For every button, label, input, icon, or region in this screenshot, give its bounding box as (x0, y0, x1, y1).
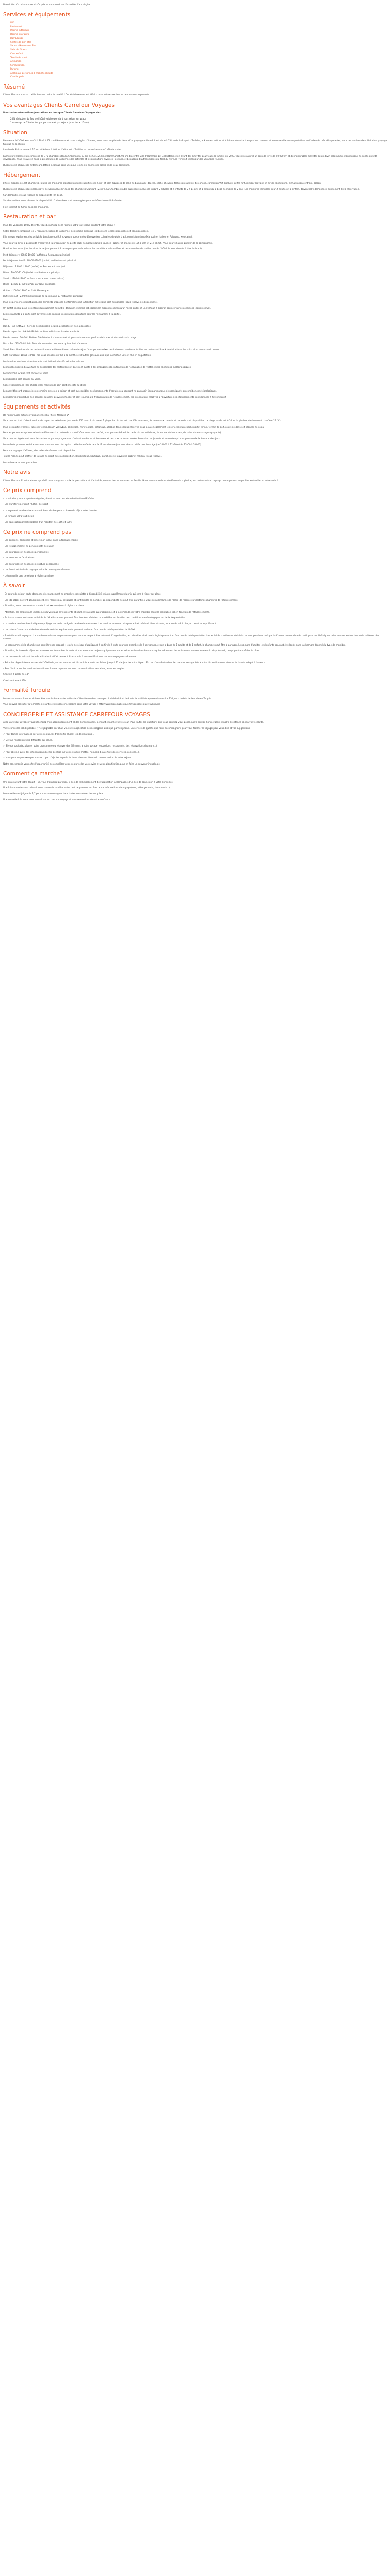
restauration-paragraph: Cette dernière comprend les 3 repas principaux de la journée, des snacks ainsi que les boissons locales alcoolisées et non alcoolisées. (3, 229, 149, 232)
avantages-title: Vos avantages Clients Carrefour Voyages (3, 101, 115, 108)
hebergement-paragraph: Sur demande et sous réserve de disponibilité : lit bébé. (3, 193, 63, 196)
situation-title: Situation (3, 129, 27, 136)
services-list (3, 21, 388, 79)
restauration-paragraph: Buffet de nuit : 23h00 minuit repas de la semaine au restaurant principal (3, 295, 83, 298)
restauration-paragraph: Bar de la piscine : 09h00-18h00 - ambiance Boissons locales à volonté (3, 330, 80, 333)
ne-comprend-pas-title: Ce prix ne comprend pas (3, 529, 71, 536)
restauration-paragraph: Petit-déjeuner tardif : 10h00-11h00 (buffet) au Restaurant principal (3, 259, 76, 262)
restauration-paragraph: Un buffet spécial pour les enfants (uniquement durant le déjeuner et dîner) est également disponible ainsi qu'un micro-ondes et un réchaud à biberon sous certaines conditions (sous réserve). (3, 307, 211, 310)
restauration-paragraph: Disco Bar : 23h00-02h00 - Point de rencontre pour ceux qui veulent s'amuser (3, 342, 87, 345)
ne-comprend-pas-item: - Les ( suppléments) de pension petit déjeuner (3, 545, 54, 548)
a-savoir-paragraph: - En cours de séjour, toute demande de changement de chambre est sujette à disponibilité et à un supplément du prix qui sera à régler sur place. (3, 592, 162, 596)
avantage-item: • 1 massage de 15 minutes par personne et par séjour (pour les + 16ans) (10, 121, 388, 125)
comprend-title: Ce prix comprend (3, 487, 52, 494)
conciergerie-paragraph: ✓ Vous pourrez par exemple vous occuper d'ajouter le plein de bons plans ou découvrir une excursion de votre séjour. (3, 756, 132, 759)
equipements-paragraph: Les enfants pourront se faire des amis dans un mini club qui accueille les enfants de 4 à 12 ans chaque jour avec des activités pour leur âge (de 10h00 à 12h30 et de 15h00 à 18h00). (3, 443, 202, 446)
situation-paragraph: La Mercure Hôtel est un complexe de 375 chambres idéal à Charmant à 23 km de Sidi, 25 km d'Hammamet, 90 km du centre-ville d'Hammam Lif. Cet hôtel met en avant des activités pour toute la famille, en 2023, vous découvrirez un coin de terre de 20 000 m² et d'innombrables activités ou un divin programme d'animations de soirée ont été développés. Vous trouverez dans la préparation de la journée des activités et les animations diverses, piscines, et beaucoup d'autres choses qui font du Mercure l'endroit idéal pour des vacances réussies. (3, 154, 377, 161)
comprend-item: - Les taxes aéroport (révisables) d'un montant de 115€ et 100€ (3, 520, 72, 523)
service-item: • Terrain de sport (10, 56, 388, 60)
a-savoir-paragraph: - Seul l'indication, les services touristiques fournis reposent sur nos communications certaines, avant en anglais. (3, 667, 125, 670)
comprend-item: - Les transferts aéroport / hôtel / aéroport (3, 503, 48, 506)
conciergerie-paragraph: ✓ Pour obtenir aussi des informations d'ordre général sur votre voyage (météo, horaires d'ouverture des services, conseils...). (3, 750, 140, 753)
conciergerie-paragraph: ✓ Si vous rencontrez des difficultés sur place. (3, 738, 53, 741)
restauration-paragraph: Dîner : 19h00-21h00 (buffet) au Restaurant principal (3, 271, 60, 274)
restauration-paragraph: Goûter : 10h00-18h00 au Café Mauresque (3, 289, 49, 292)
restauration-paragraph: Les restaurants à la carte sont ouverts selon saisons (réservation obligatoire pour les restaurants à la carte). (3, 312, 121, 315)
comprend-item: - Le logement en chambre standard, base double pour la durée du séjour sélectionnée (3, 509, 97, 512)
equipements-paragraph: De nombreuses activités vous attendent à l'hôtel Mercure 5* : (3, 413, 71, 416)
a-savoir-paragraph: - Selon les règles internationales de l'hôtellerie, votre chambre est disponible à partir de 14h et jusqu'à 12h le jour de votre départ. En cas d'arrivée tardive, la chambre sera gardée à votre disposition sous réserve de l'avoir indiqué à l'avance. (3, 661, 266, 664)
restauration-paragraph: Code vestimentaire : les shorts et les maillots de bain sont interdits au dîner. (3, 383, 87, 386)
service-item: • Wifi (10, 21, 388, 25)
service-item: • Piscine intérieure (10, 33, 388, 37)
restauration-paragraph: Les boissons sont servies au verre. (3, 378, 41, 381)
conciergerie-paragraph: Avec Carrefour Voyages vous bénéficiez d'un accompagnement et des conseils avant, pendant et après votre séjour. Pour toutes les questions que vous pourriez vous poser, notre service Conciergerie et notre assistance sont à votre écoute. (3, 721, 264, 724)
comprend-list (3, 497, 388, 524)
a-savoir-paragraph: - Attention, vous pourrez être soumis à la taxe de séjour à régler sur place. (3, 604, 85, 607)
service-item: • Bar/ Lounge (10, 37, 388, 40)
equipements-paragraph: Vous pourrez tout d'abord profiter de la piscine extérieure (piscine de 350 m²) : 1 piscine et 1 plage. La piscine est chauffée en saison, de nombreux transats et parasols sont disponibles. La plage privée est à 50 m. La piscine intérieure est chauffée (25 °C). (3, 419, 281, 422)
comment-paragraph: Une nouvelle fois, nous vous souhaitons un très bon voyage et vous remercions de votre confiance. (3, 798, 111, 801)
restauration-paragraph: Snack Bar - Une formule de restauration sur le thème d'une chaîne de séjour. Vous pourrez mixer des boissons chaudes et froides au restaurant Snack le midi et tous les soirs, ainsi qu'un snack le soir. (3, 348, 220, 351)
restauration-body (3, 224, 388, 399)
ne-comprend-pas-list (3, 539, 388, 578)
service-item: • Climatisation (10, 64, 388, 67)
avantages-list (3, 117, 388, 125)
restauration-paragraph: Les horaires des bars et restaurants sont à titre indicatifs selon les saisons. (3, 360, 85, 363)
ne-comprend-pas-item: - Les éventuels frais de bagages selon la compagnie aérienne (3, 568, 70, 571)
restauration-paragraph: Les activités sont organisées en semaine et selon la saison et sont susceptibles de changements d'horaires ou pourront ne pas avoir lieu par manque de participants ou conditions météorologiques. (3, 389, 217, 393)
a-savoir-paragraph: - Le programme de la chambre ne peut être pas proposé ; le prix de séjour s'appliquant à partir de 2 nuits pour une chambre de 2 personnes, et sur la base de 1 adulte et de 1 enfant, la chambre peut être à partager. Le nombre d'adultes et d'enfants pouvant être logés dans la chambre dépend du type de chambre. (3, 643, 346, 646)
conciergerie-paragraph: Notre conciergerie vous offre l'opportunité de compléter votre séjour selon vos envies et votre planification pour en faire un souvenir inoubliable. (3, 762, 161, 765)
service-item: • Centre de bien-être (10, 41, 388, 44)
ne-comprend-pas-item: - Les boissons, déjeuners et dîners non inclus dans la formule choisie (3, 538, 78, 541)
a-savoir-paragraph: - Les horaires de vol sont donnés à titre indicatif et peuvent être soumis à des modifications par les compagnies aériennes. (3, 655, 137, 658)
avantages-lead: Pour toutes réservations/prestations en tant que Clients Carrefour Voyages de : (3, 111, 101, 114)
comprend-item: - Le vol aller / retour opéré en régulier, direct ou avec escale à destination d'Enfidha (3, 497, 94, 500)
situation-paragraph: Bienvenue à l'hôtel Mercure 5* ! Situé à 15 km d'Hammamet dans la région d'Nabeul, vous serez en plein de décor d'un paysage enfermé. Il est situé à 75 km de l'aéroport d'Enfidha, à 9 min en voiture et à 10 min de votre transport en commun et le centre ville des exploitations de l'adieu de près d'imposantes, vous découvrirez dans l'hôtel un paysage typique de la région. (3, 139, 387, 145)
hebergement-body (3, 182, 388, 209)
service-item: • Salle de fitness (10, 48, 388, 52)
formalite-paragraph: Vous pouvez consulter la formalité de santé et de police nécessaire pour votre voyage : http://www.diplomatie.gouv.fr/fr/conseils-aux-voyageurs/ (3, 703, 160, 706)
notre-avis-text: L'hôtel Mercure 5* est vraiment apprécié pour son grand choix de prestations et d'activités, comme de ces vacances en famille. Nous vous conseillons de découvrir la piscine, les restaurants et la plage ; vous pourrez en profiter en famille ou entre amis ! (3, 479, 278, 482)
ne-comprend-pas-item: - Les assurances facultatives (3, 556, 35, 560)
restauration-paragraph: Les horaires d'ouverture des services suivants peuvent changer et sont soumis à la fréquentation de l'établissement, les informations relatives à l'ouverture des établissements sont données à titre indicatif. (3, 395, 226, 398)
formalite-body (3, 697, 388, 706)
hebergement-paragraph: Sur demande et sous réserve de disponibilité : 2 chambres sont aménagées pour les hôtes à mobilité réduite. (3, 199, 122, 202)
equipements-paragraph: Pour vos voyages d'affaires, des salles de réunion sont disponibles. (3, 449, 76, 452)
comment-paragraph: Une fois connecté avec celle-ci, vous pouvez le modifier votre tant de passe et accéder à vos informations de voyage (vols, hébergements, documents...). (3, 786, 171, 789)
restauration-paragraph: Elle intègre également des activités dans la propriété et vous proposera des découvertes culinaires de plats traditionnels tunisiens (Marocaine, Italienne, Poissons, Mexicaine). (3, 235, 193, 239)
restauration-paragraph: Déjeuner : 12h00 -14h00 (buffet) au Restaurant principal (3, 265, 65, 268)
equipements-paragraph: Les animaux ne sont pas admis. (3, 461, 38, 464)
a-savoir-paragraph: - Les dates d'ouverture et de fermeture de certains équipements peuvent varier en fonction de la fréquentation de l'hôtel. (3, 628, 136, 631)
restauration-paragraph: Café Marocain : 10h00-18h00 - On vous propose un thé à la menthe et d'autres gâteaux ainsi que la chicha ! Café et thé en dégustation. (3, 354, 152, 357)
conciergerie-body (3, 721, 388, 766)
equipements-paragraph: Pour les sportifs : fitness, table de tennis, beach volleyball, basketball, mini-football, pétanque, aérobic, tennis (sous réserve). Vous pouvez également les services d'un coach sportif, tennis, terrain de golf, cours de danse et séances de yoga. (3, 425, 265, 428)
restauration-paragraph: Horaires des repas (Les horaires de ce jour peuvent être un plus proposés suivant les conditions saisonnières et des nouvelles de la direction de l'hôtel. Ils sont donnés à titre indicatif). (3, 247, 203, 250)
intro-line: Description Ce prix comprend : Ce prix ne comprend pas Formalités Cancelogies (3, 3, 90, 6)
restauration-title: Restauration et bar (3, 214, 56, 221)
service-item: • Conciergerie (10, 75, 388, 79)
service-item: • Parking (10, 67, 388, 71)
equipements-paragraph: Tout le monde peut profiter de la salle de sport mise à disposition. Bibliothèque, boutique, blanchisserie (payante), cabinet médical (sous réserve). (3, 455, 162, 458)
check-in: Check-in à partir de 14h (3, 673, 29, 676)
ne-comprend-pas-item: - Les excursions et dépenses de nature personnelle (3, 562, 59, 565)
hebergement-paragraph: Durant votre séjour, nous serons ravis de vous accueillir dans des chambres Standard (24 m²). La Chambre double supérieure accueille jusqu'à 2 adultes et 2 enfants de 2 à 11 ans et 1 enfant ou 1 bébé de moins de 2 ans. Les chambres familiales pour 4 adultes et 1 enfant, doivent être demandées au moment de la réservation. (3, 188, 360, 191)
restauration-paragraph: Vous pourrez ainsi la possibilité d'essayer à la préparation de petits plats nombreux dans la journée : goûter et snacks de 10h à 18h et 21h et 23h. Vous pourrez aussi profiter de la gastronomie. (3, 241, 213, 244)
a-savoir-body (3, 592, 388, 670)
situation-paragraph: Durant votre séjour, nos détenteurs détails inconnus pour une pour les de dix animés de salles et de lieux communs. (3, 163, 131, 166)
restauration-paragraph: Les boissons locales sont servies au verre. (3, 371, 50, 375)
service-item: • Animation (10, 60, 388, 63)
avantage-item: • 20% réduction du Spa de l'hôtel valable pendant tout séjour sur place (10, 117, 388, 121)
equipements-body (3, 414, 388, 465)
a-savoir-title: À savoir (3, 583, 25, 589)
resume-title: Résumé (3, 83, 25, 90)
a-savoir-paragraph: - Attention, les enfants à la charge ne peuvent pas être présents et peut-être ajoutés au programme et à la demande de votre chambre (dont la prestation est en fonction de l'établissement). (3, 610, 210, 613)
equipements-paragraph: Pour les personnes qui souhaitent se détendre : Le centre de spa de l'hôtel vous sera parfait, vous pourrez bénéficier de la piscine intérieure, du sauna, du hammam, de soins et de massages (payants). (3, 431, 222, 434)
equipements-title: Équipements et activités (3, 404, 71, 411)
formalite-title: Formalité Turquie (3, 687, 50, 694)
comprend-item: - La formule ultra tout inclus (3, 515, 34, 518)
ne-comprend-pas-item: - L'éventuelle taxe de séjour à régler sur place (3, 574, 54, 577)
formalite-paragraph: Les ressortissants français doivent être munis d'une carte nationale d'identité ou d'un passeport individuel dont la durée de validité dépasse d'au moins 150 jours la date de l'entrée en Turquie. (3, 697, 213, 700)
restauration-paragraph: Bar de la mer : 10h00-18h00 et 19h00-minuit - Vous rafraîchir pendant que vous profitez de la mer et du soleil sur la plage. (3, 336, 137, 339)
situation-paragraph: La ville de Sidi se trouve à 15 km et Nabeul à 40 km. L'aéroport d'Enfidha se trouve à environ 1h30 de route. (3, 148, 121, 151)
restauration-paragraph: Bars : (3, 318, 10, 321)
restauration-paragraph: Dîner : 14h00-17h00 au Pool Bar (plus en saison) (3, 283, 57, 286)
comment-paragraph: Une envie avant votre départ (J-7), vous trouverez par mail, le lien de téléchargement de l'application accompagné d'un lien de connexion à votre conseiller. (3, 780, 173, 783)
a-savoir-paragraph: - Les lits bébés doivent généralement être réservés au préalable et sont limités en nombre. La disponibilité ne peut être garantie, il vous sera demandé de l'ordre de réserve sur certaines chambres de l'établissement. (3, 598, 238, 601)
hebergement-paragraph: Il est interdit de fumer dans les chambres. (3, 205, 49, 208)
services-title: Services et équipements (3, 11, 71, 18)
restauration-paragraph: Pour les personnes diabétiques, des éléments proposés conformément à la tradition diététique sont disponibles (sous réserve de disponibilité). (3, 300, 158, 303)
situation-body (3, 139, 388, 167)
page (0, 0, 391, 815)
restauration-paragraph: Petit-déjeuner : 07h00-10h00 (buffet) au Restaurant principal (3, 253, 70, 256)
hebergement-paragraph: L'hôtel dispose de 375 chambres. Toutes les chambres standard ont une superficie de 24 m² et sont équipées de salle de bains avec douche, sèche-cheveux, télévision satellite, téléphone, connexion Wifi gratuite, coffre-fort, minibar (payant) et air de conditionné, climatisation centrale, balcon. (3, 181, 322, 184)
equipements-paragraph: Vous pourrez également vous laisser tenter par un programme d'animation diurne et de soirée, et des spectacles en soirée. Animation en journée et en soirée qui vous propose de la danse et des jeux. (3, 437, 221, 440)
conciergerie-title: CONCIERGERIE ET ASSISTANCE CARREFOUR VOYAGES (3, 711, 150, 718)
conciergerie-paragraph: ✓ Si vous souhaitez ajouter votre programme ou réserver des éléments à votre voyage (excursions, restaurants, des réservations chambre...). (3, 744, 158, 748)
service-item: • Restaurant (10, 25, 388, 29)
restauration-paragraph: Bar du Hall : 24h/24 – Service des boissons locales alcoolisées et non alcoolisées (3, 324, 91, 327)
restauration-paragraph: Pour des vacances 100% détente, vous bénéficiez de la formule ultra tout inclus pendant votre séjour ! (3, 224, 115, 227)
hebergement-title: Hébergement (3, 172, 41, 179)
service-item: • Sauna - Hammam - Spa (10, 44, 388, 48)
notre-avis-title: Notre avis (3, 469, 31, 476)
a-savoir-paragraph: - Attention, la durée de séjour est calculée sur le nombre de nuits et non le nombre de jours qui peuvent varier selon les horaires des compagnies aériennes. Les vols retour peuvent être en fin d'après-midi, ce qui peut empêcher le dîner. (3, 649, 260, 652)
comment-body (3, 781, 388, 802)
a-savoir-paragraph: - Prestations à titre payant. Le nombre maximum de personnes par chambre ne peut être dépassé. L'organisation, le calendrier ainsi que la logistique sont en fonction de la fréquentation. Les activités sportives et de loisirs ne sont possibles qu'à partir d'un certain nombre de participants et l'hôtel pourra les annuler en fonction de la météo et des saisons. (3, 634, 380, 640)
check-out: Check-out avant 12h (3, 679, 26, 682)
service-item: • Club enfant (10, 52, 388, 56)
comment-paragraph: Le conseiller est joignable 7/7 pour vous accompagner dans toutes vos démarches sur place. (3, 792, 104, 795)
conciergerie-paragraph: ✓ Pour toutes informations sur votre séjour, les transferts, l'hôtel, les destinations... (3, 733, 94, 736)
conciergerie-paragraph: Votre conseiller est disponible 7/7 et joignable par chat, via votre application de messagerie ainsi que par téléphone. Un service de qualité que nous accompagnons pour vous faciliter le voyage pour vous dire et vos suggestions. (3, 726, 251, 730)
ne-comprend-pas-item: - Les pourboires et dépenses personnelles (3, 550, 49, 553)
service-item: • Piscine extérieure (10, 29, 388, 32)
restauration-paragraph: Les fonctionnaires d'ouverture de l'ensemble des restaurants et bars sont sujets à des changements en fonction de l'occupation de l'hôtel et des conditions météorologiques. (3, 366, 192, 369)
a-savoir-paragraph: - Le nombre de chambres indiqué ne préjuge pas de la catégorie de chambre réservée. Les services annexes tels que cabinet médical, blanchisserie, location de véhicules, etc. sont en supplément. (3, 622, 217, 625)
restauration-paragraph: Snack : 11h00-17h00 au Snack restaurant (selon saison) (3, 277, 64, 280)
comment-title: Comment ça marche? (3, 771, 63, 777)
service-item: • Accès aux personnes à mobilité réduite (10, 72, 388, 75)
resume-text: L'hôtel Mercure vous accueille dans un cadre de qualité ! Cet établissement est idéal si vous désirez recherche de moments reposants. (3, 93, 150, 96)
a-savoir-paragraph: - En basse saison, certaines activités de l'établissement peuvent être fermées, réduites ou modifiées en fonction des conditions météorologiques ou de la fréquentation. (3, 616, 186, 619)
